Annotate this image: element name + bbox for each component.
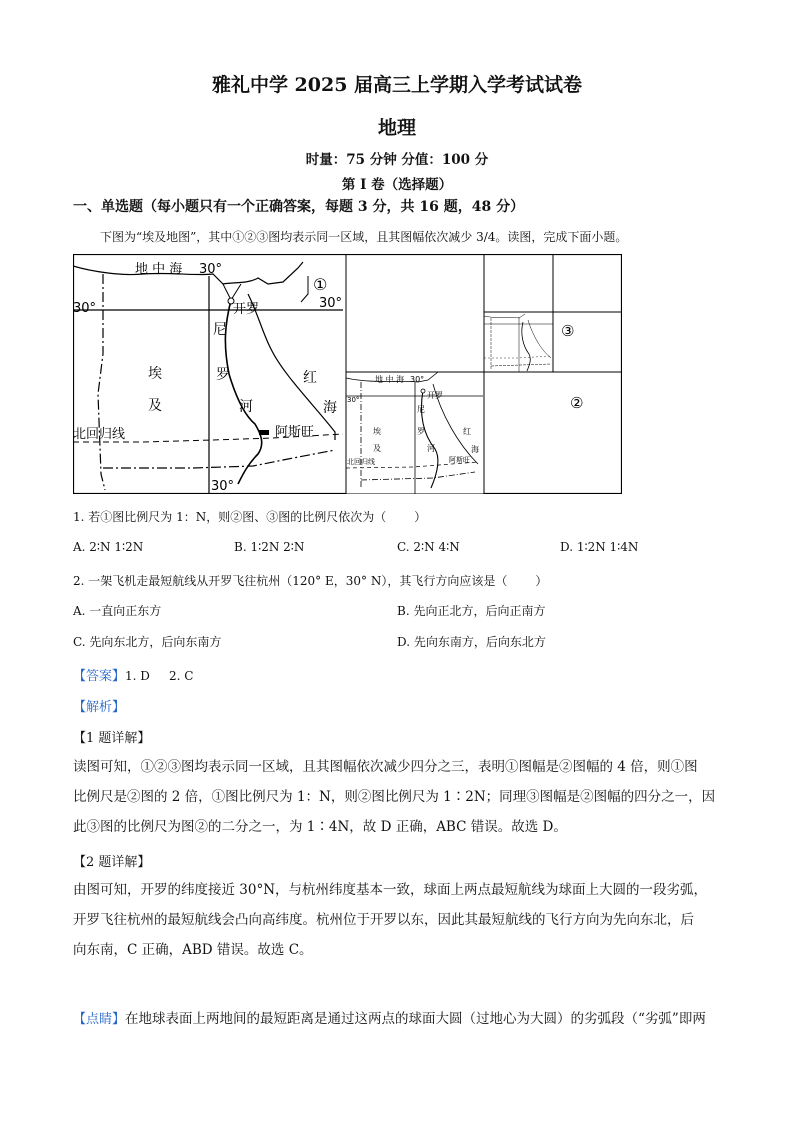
detail-1-label: 【1 题详解】 (73, 731, 151, 746)
map-2 (346, 372, 484, 494)
map-3-frame (484, 312, 553, 372)
detail-2-body (73, 875, 723, 965)
map-1-label-red-2: 海 (323, 400, 337, 416)
map-1-marker-1: ① (313, 275, 328, 294)
question-2-stem-text: 2. 一架飞机走最短航线从开罗飞往杭州（120° E，30° N），其飞行方向应该是（ (73, 574, 508, 588)
map-2-marker-2: ② (570, 394, 584, 412)
question-2-stem (73, 572, 547, 589)
map-2-label-aswan: 阿斯旺 (449, 456, 470, 464)
map-2-label-tropic: 北回归线 (347, 458, 375, 466)
detail-2-line-2: 开罗飞往杭州的最短航线会凸向高纬度。杭州位于开罗以东，因此其最短航线的飞行方向为先向东北，后 (73, 912, 694, 928)
map-2-label-red-2: 海 (471, 445, 479, 454)
map-1-label-30-top: 30° (199, 262, 223, 277)
time-score: 时量：75 分钟 分值：100 分 (305, 152, 489, 168)
analysis-label: 【解析】 (73, 700, 126, 715)
map-1-label-mediterranean: 地 中 海 (135, 262, 183, 277)
question-1-stem-text: 1. 若①图比例尺为 1：N，则②图、③图的比例尺依次为（ (73, 510, 387, 524)
map-2-cairo-dot (421, 389, 425, 393)
map-2-label-nile-3: 河 (427, 444, 435, 453)
egypt-map-svg (73, 254, 622, 494)
detail-2-label: 【2 题详解】 (73, 855, 151, 870)
question-1-option-b[interactable]: B. 1∶2N 2∶N (234, 540, 305, 554)
map-1-label-cairo: 开罗 (233, 302, 260, 317)
question-2-option-c[interactable]: C. 先向东北方，后向东南方 (73, 635, 222, 649)
map-2-label-red-1: 红 (463, 427, 471, 436)
question-2-option-b[interactable]: B. 先向正北方，后向正南方 (397, 604, 546, 618)
map-1-label-aswan: 阿斯旺 (275, 425, 315, 440)
map-3-marker-3: ③ (561, 322, 575, 340)
answer-text: 1. D 2. C (125, 669, 194, 683)
detail-1-body (73, 752, 723, 842)
map-1-label-egypt-1: 埃 (148, 366, 162, 382)
question-1-stem (73, 508, 426, 525)
question-1-option-a[interactable]: A. 2∶N 1∶2N (73, 540, 144, 554)
question-2-option-a[interactable]: A. 一直向正东方 (73, 604, 162, 618)
question-1-close: ） (414, 510, 427, 524)
map-2-label-mediterranean: 地 中 海 (375, 375, 405, 384)
egypt-map-figure (73, 254, 622, 494)
map-1-label-30-bottom: 30° (211, 479, 235, 494)
tip-label: 【点睛】 (73, 1012, 126, 1027)
map-1-label-red-1: 红 (303, 370, 317, 386)
map-1-label-30-right: 30° (319, 296, 343, 311)
map-1-label-nile-2: 罗 (216, 367, 230, 383)
question-1-option-d[interactable]: D. 1∶2N 1∶4N (560, 540, 639, 554)
map-2-label-nile-1: 尼 (417, 405, 425, 414)
map-2-label-cairo: 开罗 (427, 391, 443, 400)
map-1-label-egypt-2: 及 (148, 398, 162, 414)
tip-paragraph (73, 1004, 723, 1035)
map-1-label-nile-1: 尼 (213, 322, 227, 338)
question-2-option-d[interactable]: D. 先向东南方，后向东北方 (397, 635, 546, 649)
answer-label: 【答案】 (73, 669, 126, 684)
exam-title: 雅礼中学 2025 届高三上学期入学考试试卷 (211, 74, 583, 96)
map-1-label-nile-3: 河 (239, 399, 253, 415)
detail-2-line-1: 由图可知，开罗的纬度接近 30°N，与杭州纬度基本一致，球面上两点最短航线为球面上大圆的一段劣弧， (73, 882, 708, 898)
question-2-close: ） (535, 574, 548, 588)
subject-title: 地理 (377, 117, 416, 139)
map-2-label-nile-2: 罗 (417, 427, 425, 436)
detail-1-line-1: 读图可知，①②③图均表示同一区域，且其图幅依次减少四分之三，表明①图幅是②图幅的 4 倍，则①图 (73, 759, 698, 775)
map-1-aswan-dam (259, 430, 269, 435)
answer-line (73, 665, 193, 684)
map-1-label-tropic: 北回归线 (73, 427, 126, 442)
detail-1-line-2: 比例尺是②图的 2 倍，①图比例尺为 1：N，则②图比例尺为 1∶2N；同理③图幅是②图幅的四分之一，因 (73, 789, 716, 805)
map-1-label-30-left: 30° (73, 301, 97, 316)
tip-text: 在地球表面上两地间的最短距离是通过这两点的球面大圆（过地心为大圆）的劣弧段（“劣弧”即两 (125, 1011, 706, 1027)
map-2-label-30-left: 30° (347, 396, 360, 404)
detail-2-line-3: 向东南，C 正确，ABD 错误。故选 C。 (73, 942, 313, 958)
map-2-label-egypt-1: 埃 (373, 427, 381, 436)
detail-1-line-3: 此③图的比例尺为图②的二分之一，为 1∶4N，故 D 正确，ABC 错误。故选 D。 (73, 819, 567, 835)
map-2-label-egypt-2: 及 (373, 444, 381, 453)
volume-title: 第 I 卷（选择题） (341, 177, 453, 193)
question-1-option-c[interactable]: C. 2∶N 4∶N (397, 540, 460, 554)
section-heading: 一、单选题（每小题只有一个正确答案，每题 3 分，共 16 题，48 分） (73, 199, 525, 215)
map-2-label-30: 30° (410, 375, 425, 384)
section-intro: 下图为“埃及地图”，其中①②③图均表示同一区域，且其图幅依次减少 3/4。读图，完成下面小题。 (100, 230, 628, 244)
